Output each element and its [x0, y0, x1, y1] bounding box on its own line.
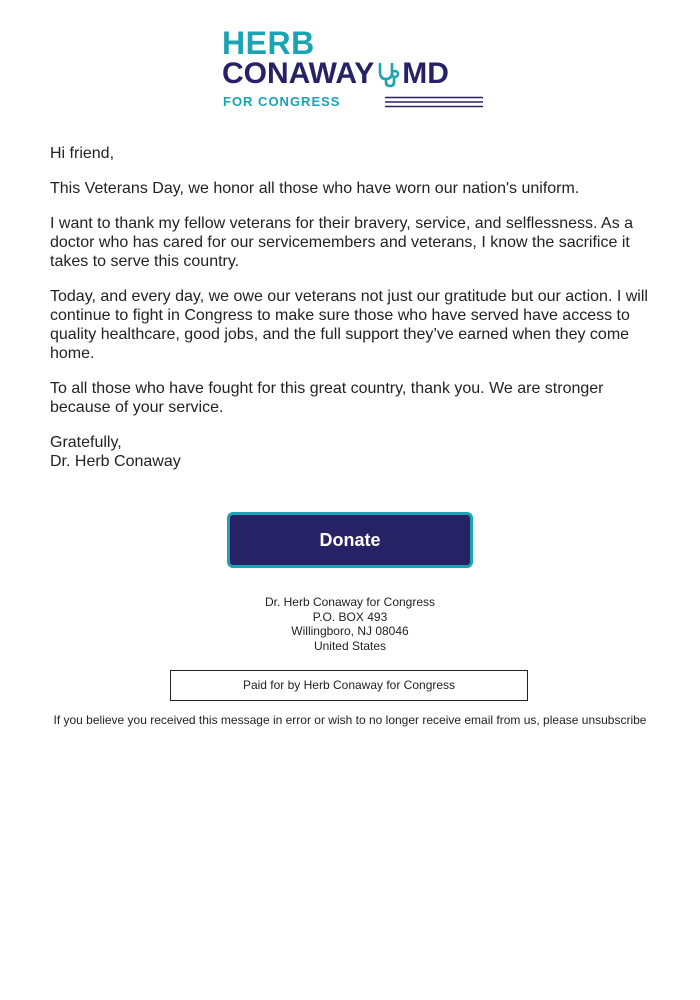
logo-last-name: CONAWAY	[222, 57, 375, 90]
mailing-address	[150, 595, 550, 653]
letter-paragraph: Today, and every day, we owe our veterans not just our gratitude but our action. I will continue to fight in Congress to make sure those who have served have access to quality healthcare, good jobs, and the full support they’ve earned when they come home.	[50, 288, 648, 362]
unsubscribe-text: If you believe you received this message in error or wish to no longer receive email from us, please	[53, 713, 579, 727]
address-line: P.O. BOX 493	[312, 609, 388, 624]
letter-body	[50, 144, 660, 471]
letter-paragraph: This Veterans Day, we honor all those who have worn our nation's uniform.	[50, 180, 580, 197]
signature: Dr. Herb Conaway	[50, 453, 181, 470]
unsubscribe-notice	[20, 713, 680, 727]
paid-for-disclaimer: Paid for by Herb Conaway for Congress	[170, 670, 528, 701]
stethoscope-icon	[375, 58, 401, 88]
letter-paragraph: I want to thank my fellow veterans for their bravery, service, and selflessness. As a doctor who has cared for our servicemembers and veterans, I know the sacrifice it takes to serve this country.	[50, 215, 634, 270]
closing: Gratefully,	[50, 434, 122, 451]
campaign-logo	[222, 27, 487, 113]
logo-credential: MD	[402, 57, 449, 90]
logo-name-row	[222, 58, 449, 90]
logo-first-name: HERB	[222, 25, 315, 61]
donate-button[interactable]: Donate	[227, 512, 473, 568]
address-line: Dr. Herb Conaway for Congress	[264, 595, 436, 609]
unsubscribe-link[interactable]: unsubscribe	[581, 713, 647, 727]
logo-tagline: FOR CONGRESS	[223, 94, 341, 109]
address-line: Willingboro, NJ 08046	[291, 624, 409, 638]
address-line: United States	[313, 638, 387, 653]
greeting: Hi friend,	[50, 145, 115, 162]
letter-paragraph: To all those who have fought for this great country, thank you. We are stronger because of your service.	[50, 380, 604, 416]
logo-decorative-lines	[385, 96, 483, 108]
